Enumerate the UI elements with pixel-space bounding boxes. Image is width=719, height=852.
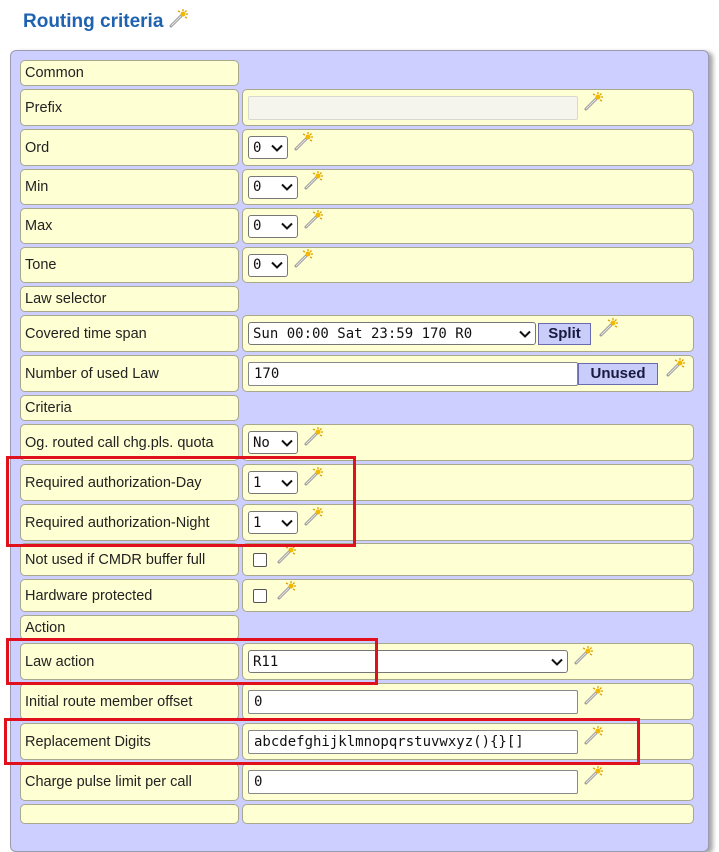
magic-wand-icon[interactable] [582, 91, 604, 113]
magic-wand-icon[interactable] [572, 645, 594, 667]
number-of-used-law-label: Number of used Law [20, 355, 239, 392]
hw-protected-checkbox[interactable] [253, 589, 267, 603]
og-routed-value: No [253, 434, 270, 451]
route-offset-input[interactable]: 0 [248, 690, 578, 714]
chevron-down-icon [281, 183, 293, 191]
chevron-down-icon [271, 261, 283, 269]
magic-wand-icon[interactable] [167, 8, 189, 30]
auth-night-cell [242, 504, 694, 541]
cmdr-full-checkbox[interactable] [253, 553, 267, 567]
section-header-action: Action [20, 615, 239, 640]
covered-time-span-select[interactable] [248, 322, 536, 345]
chevron-down-icon [519, 330, 531, 338]
number-of-used-law-cell [242, 355, 694, 392]
auth-night-label: Required authorization-Night [20, 504, 239, 541]
law-action-label: Law action [20, 643, 239, 680]
prefix-input[interactable] [248, 96, 578, 120]
magic-wand-icon[interactable] [302, 209, 324, 231]
page-title-group [23, 10, 189, 34]
max-select[interactable] [248, 215, 298, 238]
magic-wand-icon[interactable] [275, 580, 297, 602]
chevron-down-icon [551, 658, 563, 666]
max-cell [242, 208, 694, 244]
ord-select[interactable] [248, 136, 288, 159]
magic-wand-icon[interactable] [292, 131, 314, 153]
max-select-value: 0 [253, 218, 262, 234]
og-routed-select[interactable] [248, 431, 298, 454]
auth-day-select[interactable] [248, 471, 298, 494]
magic-wand-icon[interactable] [302, 170, 324, 192]
route-offset-label: Initial route member offset [20, 683, 239, 720]
replacement-digits-cell [242, 723, 694, 760]
auth-night-value: 1 [253, 514, 262, 531]
max-label: Max [20, 208, 239, 244]
cmdr-full-label: Not used if CMDR buffer full [20, 543, 239, 576]
min-select-value: 0 [253, 179, 262, 195]
unused-button[interactable]: Unused [578, 363, 658, 385]
cmdr-full-cell [242, 543, 694, 576]
next-row-label [20, 804, 239, 824]
covered-time-span-label: Covered time span [20, 315, 239, 352]
next-row-cell [242, 804, 694, 824]
og-routed-label: Og. routed call chg.pls. quota [20, 424, 239, 461]
covered-time-span-cell [242, 315, 694, 352]
min-select[interactable] [248, 176, 298, 199]
route-offset-cell [242, 683, 694, 720]
charge-pulse-label: Charge pulse limit per call [20, 763, 239, 801]
charge-pulse-input[interactable]: 0 [248, 770, 578, 794]
tone-select[interactable] [248, 254, 288, 277]
magic-wand-icon[interactable] [597, 317, 619, 339]
section-header-criteria: Criteria [20, 395, 239, 421]
section-header-common: Common [20, 60, 239, 86]
ord-cell [242, 129, 694, 166]
magic-wand-icon[interactable] [302, 466, 324, 488]
chevron-down-icon [281, 222, 293, 230]
hw-protected-label: Hardware protected [20, 579, 239, 612]
auth-day-value: 1 [253, 474, 262, 491]
section-header-law-selector: Law selector [20, 286, 239, 312]
auth-night-select[interactable] [248, 511, 298, 534]
auth-day-label: Required authorization-Day [20, 464, 239, 501]
og-routed-cell [242, 424, 694, 461]
min-cell [242, 169, 694, 205]
prefix-label: Prefix [20, 89, 239, 126]
min-label: Min [20, 169, 239, 205]
magic-wand-icon[interactable] [664, 357, 686, 379]
law-action-value: R11 [253, 653, 279, 670]
magic-wand-icon[interactable] [275, 544, 297, 566]
law-action-cell [242, 643, 694, 680]
auth-day-cell [242, 464, 694, 501]
chevron-down-icon [281, 519, 293, 527]
chevron-down-icon [281, 479, 293, 487]
number-of-used-law-input[interactable]: 170 [248, 362, 578, 386]
tone-label: Tone [20, 247, 239, 283]
charge-pulse-cell [242, 763, 694, 801]
magic-wand-icon[interactable] [582, 685, 604, 707]
chevron-down-icon [271, 144, 283, 152]
magic-wand-icon[interactable] [302, 426, 324, 448]
tone-select-value: 0 [253, 257, 262, 273]
page-title: Routing criteria [23, 11, 164, 32]
hw-protected-cell [242, 579, 694, 612]
magic-wand-icon[interactable] [582, 725, 604, 747]
split-button[interactable]: Split [538, 323, 591, 345]
prefix-cell [242, 89, 694, 126]
ord-select-value: 0 [253, 139, 262, 156]
tone-cell [242, 247, 694, 283]
magic-wand-icon[interactable] [292, 248, 314, 270]
chevron-down-icon [281, 439, 293, 447]
replacement-digits-label: Replacement Digits [20, 723, 239, 760]
magic-wand-icon[interactable] [582, 765, 604, 787]
law-action-select[interactable] [248, 650, 568, 673]
covered-time-span-value: Sun 00:00 Sat 23:59 170 R0 [253, 325, 473, 342]
ord-label: Ord [20, 129, 239, 166]
replacement-digits-input[interactable]: abcdefghijklmnopqrstuvwxyz(){}[] [248, 730, 578, 754]
magic-wand-icon[interactable] [302, 506, 324, 528]
